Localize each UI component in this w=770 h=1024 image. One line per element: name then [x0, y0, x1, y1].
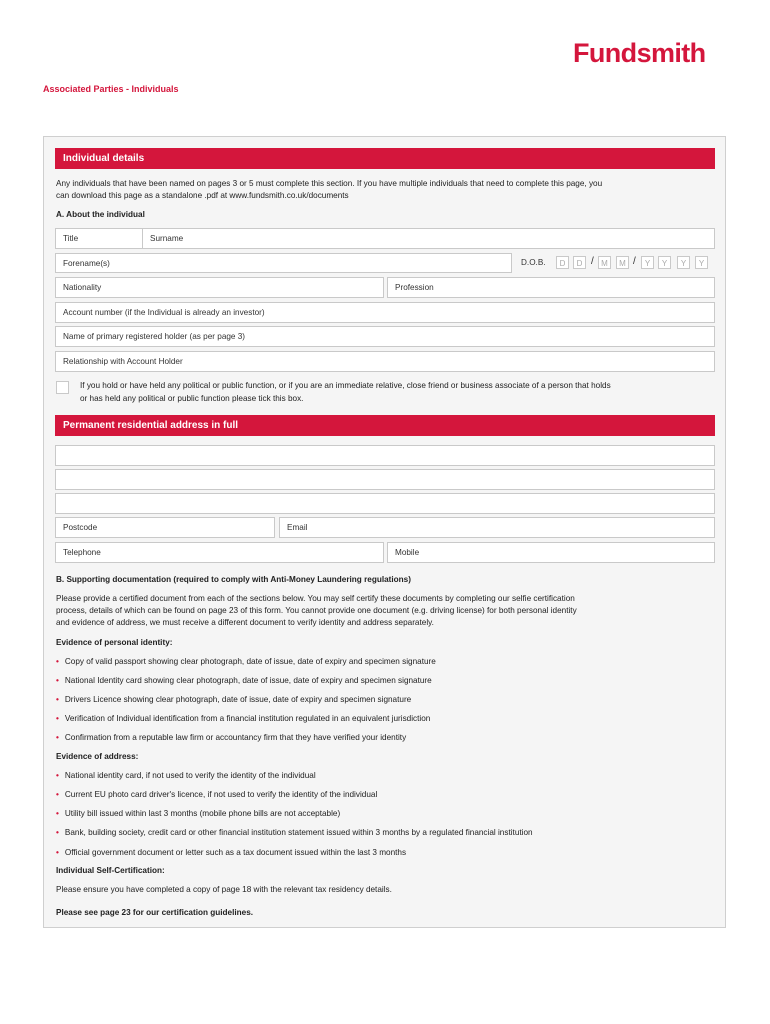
list-item: • Current EU photo card driver's licence, if not used to verify the identity of the individual — [56, 790, 378, 799]
pep-checkbox[interactable] — [56, 381, 69, 394]
list-item: • Drivers Licence showing clear photograph, date of issue, date of expiry and specimen signature — [56, 695, 412, 704]
list-item: • Copy of valid passport showing clear photograph, date of issue, date of expiry and specimen signature — [56, 657, 436, 666]
pep-text-line1: If you hold or have held any political or public function, or if you are an immediate relative, close friend or business associate of a person that holds — [80, 381, 611, 390]
dob-month-1[interactable]: M — [598, 256, 611, 269]
email-field[interactable] — [279, 517, 715, 538]
account-number-label: Account number (if the Individual is already an investor) — [63, 308, 265, 317]
identity-evidence-heading: Evidence of personal identity: — [56, 638, 173, 647]
title-field[interactable]: Title — [63, 234, 79, 243]
list-item: • Bank, building society, credit card or other financial institution statement issued within 3 months by a regulated financial institution — [56, 828, 533, 837]
intro-text-line1: Any individuals that have been named on pages 3 or 5 must complete this section. If you have multiple individuals that need to complete this page, you — [56, 179, 603, 188]
documentation-text-line2: process, details of which can be found on page 23 of this form. You cannot provide one document (e.g. driving license) for both personal identity — [56, 606, 577, 615]
dob-day-1[interactable]: D — [556, 256, 569, 269]
relationship-field[interactable] — [55, 351, 715, 372]
intro-text-line2: can download this page as a standalone .pdf at www.fundsmith.co.uk/documents — [56, 191, 349, 200]
address-line-1[interactable] — [55, 445, 715, 466]
section-header-address: Permanent residential address in full — [55, 415, 715, 436]
dob-month-2[interactable]: M — [616, 256, 629, 269]
profession-field[interactable] — [387, 277, 715, 298]
list-item: • Utility bill issued within last 3 months (mobile phone bills are not acceptable) — [56, 809, 341, 818]
pep-text-line2: or has held any political or public function please tick this box. — [80, 394, 304, 403]
dob-separator: / — [591, 256, 594, 267]
relationship-label: Relationship with Account Holder — [63, 357, 183, 366]
list-item: • Official government document or letter such as a tax document issued within the last 3 months — [56, 848, 407, 857]
dob-separator: / — [633, 256, 636, 267]
list-item: • National Identity card showing clear photograph, date of issue, date of expiry and specimen signature — [56, 676, 432, 685]
primary-holder-field[interactable] — [55, 326, 715, 347]
nationality-label: Nationality — [63, 283, 102, 292]
telephone-field[interactable] — [55, 542, 384, 563]
dob-day-2[interactable]: D — [573, 256, 586, 269]
self-certification-text: Please ensure you have completed a copy of page 18 with the relevant tax residency details. — [56, 885, 392, 894]
page-title: Associated Parties - Individuals — [43, 84, 179, 94]
postcode-field[interactable] — [55, 517, 275, 538]
list-item: • Confirmation from a reputable law firm or accountancy firm that they have verified your identity — [56, 733, 407, 742]
dob-year-4[interactable]: Y — [695, 256, 708, 269]
dob-label: D.O.B. — [521, 258, 546, 267]
surname-label: Surname — [150, 234, 184, 243]
documentation-heading: B. Supporting documentation (required to comply with Anti-Money Laundering regulations) — [56, 575, 411, 584]
documentation-text-line1: Please provide a certified document from each of the sections below. You may self certify these documents by completing our selfie certification — [56, 594, 575, 603]
telephone-label: Telephone — [63, 548, 101, 557]
list-item: • Verification of Individual identification from a financial institution regulated in an equivalent jurisdiction — [56, 714, 431, 723]
dob-year-1[interactable]: Y — [641, 256, 654, 269]
section-header-individual: Individual details — [55, 148, 715, 169]
dob-year-2[interactable]: Y — [658, 256, 671, 269]
documentation-text-line3: and evidence of address, we must receive a different document to verify identity and address separately. — [56, 618, 434, 627]
self-certification-heading: Individual Self-Certification: — [56, 866, 165, 875]
certification-guidelines-note: Please see page 23 for our certification guidelines. — [56, 908, 254, 917]
mobile-field[interactable] — [387, 542, 715, 563]
account-number-field[interactable] — [55, 302, 715, 323]
address-line-2[interactable] — [55, 469, 715, 490]
address-line-3[interactable] — [55, 493, 715, 514]
surname-field[interactable] — [142, 229, 183, 248]
forenames-field[interactable] — [55, 253, 512, 273]
about-individual-heading: A. About the individual — [56, 210, 145, 219]
primary-holder-label: Name of primary registered holder (as per page 3) — [63, 332, 246, 341]
fundsmith-logo: Fundsmith — [573, 38, 706, 68]
title-surname-row — [55, 228, 715, 249]
postcode-label: Postcode — [63, 523, 98, 532]
forenames-label: Forename(s) — [63, 259, 110, 268]
email-label: Email — [287, 523, 308, 532]
address-evidence-heading: Evidence of address: — [56, 752, 139, 761]
mobile-label: Mobile — [395, 548, 420, 557]
profession-label: Profession — [395, 283, 434, 292]
list-item: • National identity card, if not used to verify the identity of the individual — [56, 771, 316, 780]
dob-year-3[interactable]: Y — [677, 256, 690, 269]
nationality-field[interactable] — [55, 277, 384, 298]
